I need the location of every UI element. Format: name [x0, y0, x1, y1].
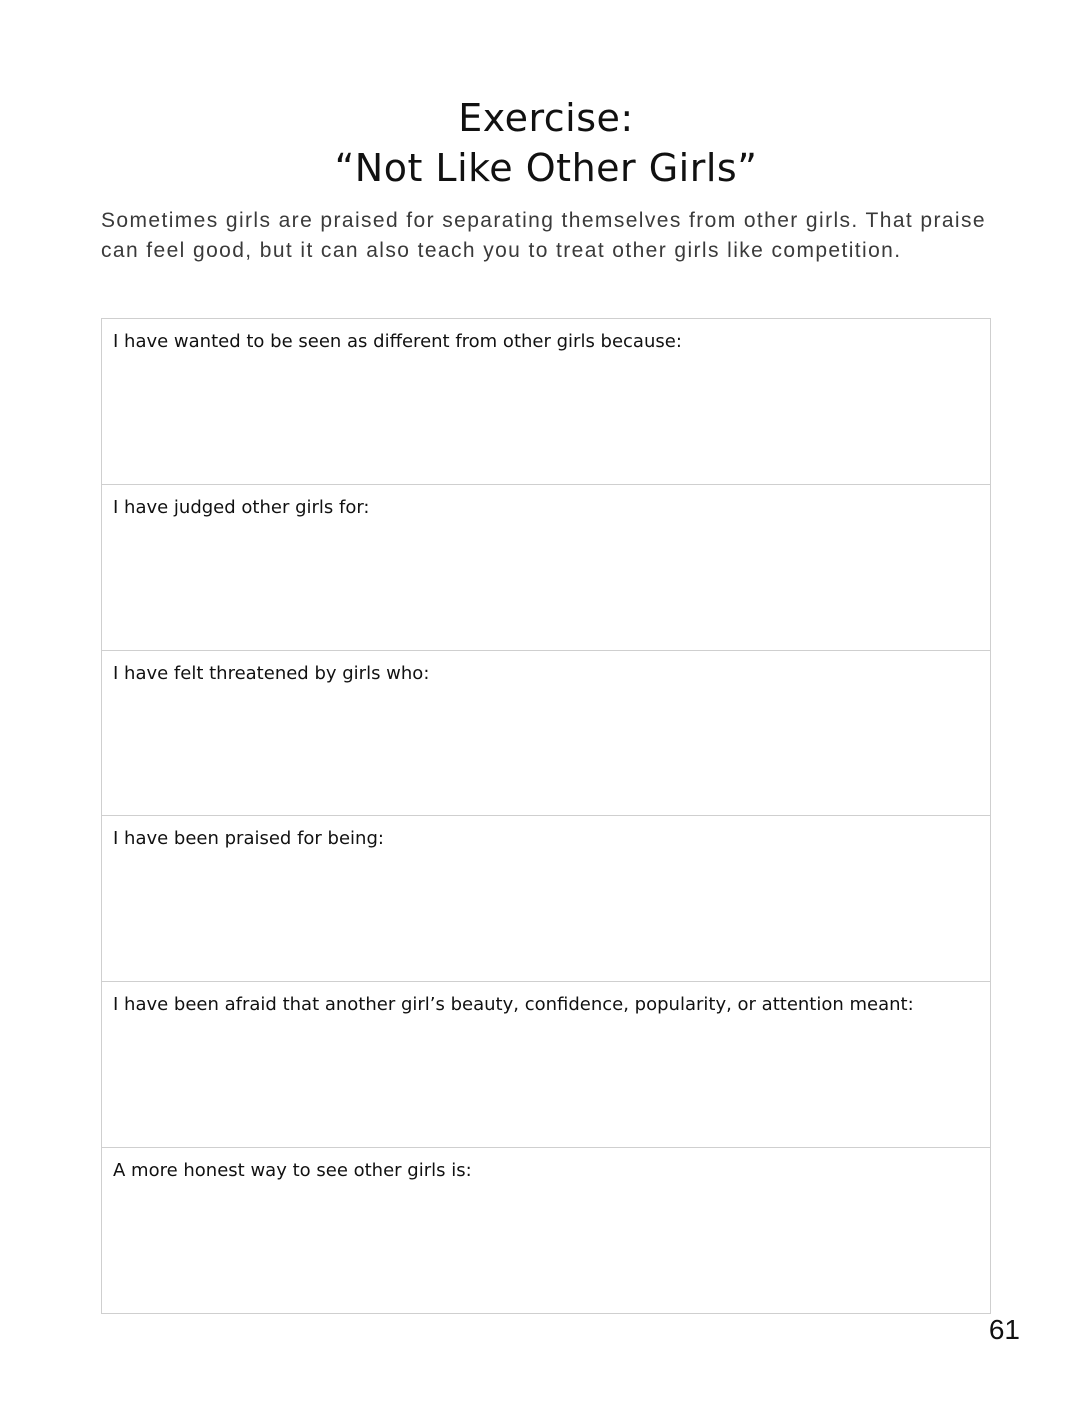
prompt-label: I have been afraid that another girl’s beauty, confidence, popularity, or attention meant:: [113, 994, 914, 1016]
answer-area[interactable]: [102, 359, 990, 484]
prompt-box-praised: [102, 816, 990, 982]
prompt-label: I have judged other girls for:: [113, 496, 370, 518]
prompt-box-threatened: [102, 651, 990, 817]
answer-area[interactable]: [102, 691, 990, 816]
intro-paragraph: Sometimes girls are praised for separating themselves from other girls. That praise can feel good, but it can also teach you to treat other girls like competition.: [101, 209, 986, 262]
page-title-line-2: “Not Like Other Girls”: [334, 146, 758, 190]
worksheet-table: [101, 318, 991, 1314]
prompt-label: I have been praised for being:: [113, 828, 384, 850]
answer-area[interactable]: [102, 856, 990, 981]
prompt-box-honest-view: [102, 1148, 990, 1313]
prompt-label: I have wanted to be seen as different from other girls because:: [113, 331, 682, 352]
answer-area[interactable]: [102, 1022, 990, 1147]
prompt-label: I have felt threatened by girls who:: [113, 662, 430, 684]
answer-area[interactable]: [102, 525, 990, 650]
prompt-box-wanted-different: [102, 319, 990, 485]
prompt-box-judged: [102, 485, 990, 651]
answer-area[interactable]: [102, 1188, 990, 1313]
page-title-line-1: Exercise:: [458, 96, 634, 140]
prompt-label: A more honest way to see other girls is:: [113, 1160, 472, 1182]
prompt-box-afraid: [102, 982, 990, 1148]
page-number: 61: [988, 1314, 1020, 1345]
